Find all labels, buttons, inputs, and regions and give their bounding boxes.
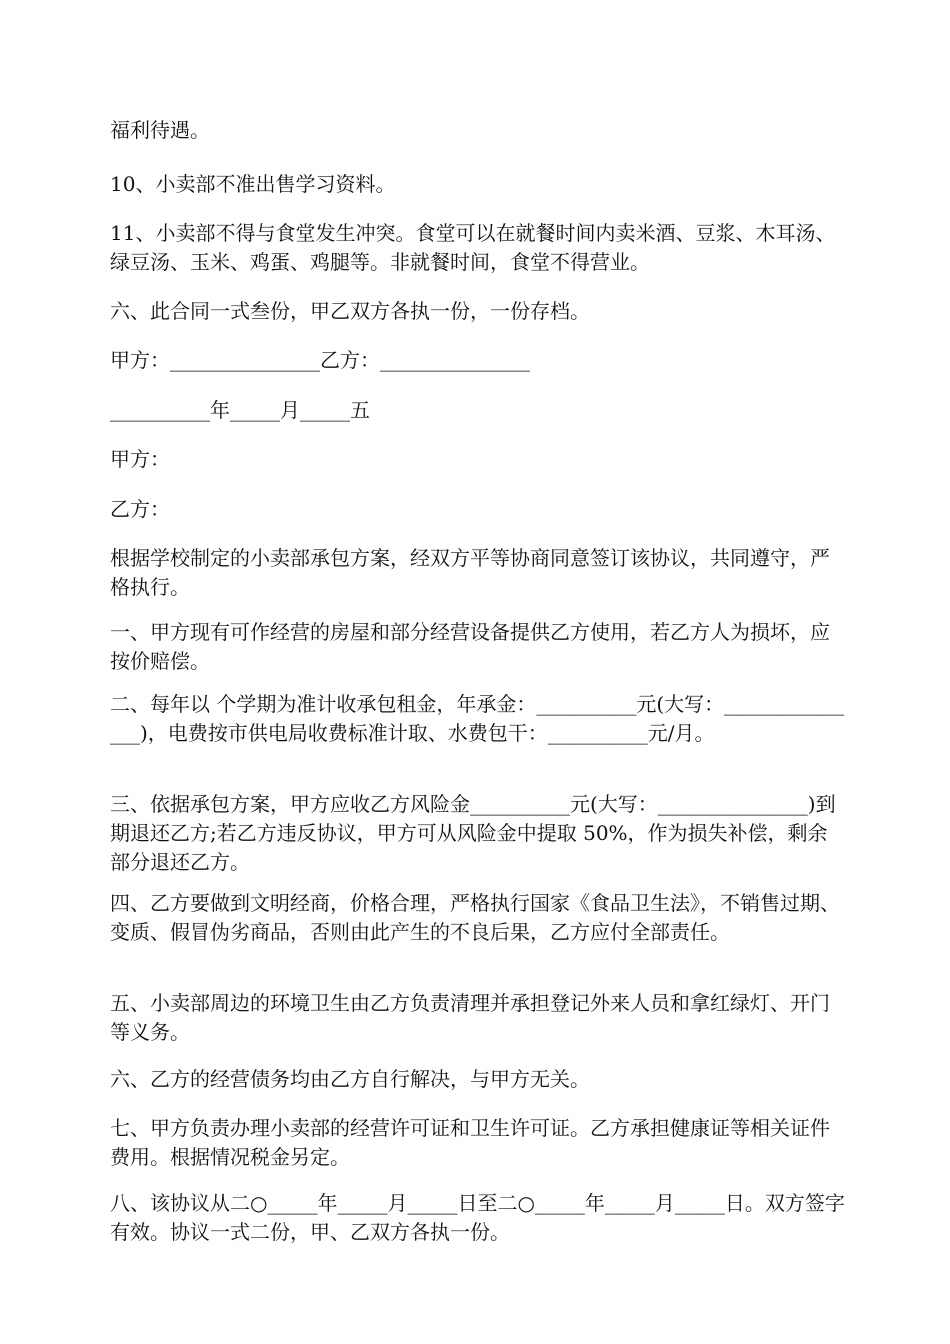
paragraph-clause-8: 八、该协议从二○_____年_____月_____日至二○_____年_____月_____日。双方签字有效。协议一式二份，甲、乙双方各执一份。 [110, 1191, 845, 1244]
paragraph-clause-4: 四、乙方要做到文明经商，价格合理，严格执行国家《食品卫生法》，不销售过期、变质、假冒伪劣商品，否则由此产生的不良后果，乙方应付全部责任。 [110, 891, 840, 944]
paragraph-clause-6: 六、乙方的经营债务均由乙方自行解决，与甲方无关。 [110, 1067, 590, 1091]
paragraph-party-a: 甲方： [110, 447, 170, 471]
paragraph-rule-11: 11、小卖部不得与食堂发生冲突。食堂可以在就餐时间内卖米酒、豆浆、木耳汤、绿豆汤、玉米、鸡蛋、鸡腿等。非就餐时间，食堂不得营业。 [110, 221, 836, 274]
paragraph-date-line: __________年_____月_____五 [110, 398, 370, 422]
paragraph-rule-10: 10、小卖部不准出售学习资料。 [110, 172, 396, 196]
paragraph-welfare: 福利待遇。 [110, 118, 210, 142]
paragraph-clause-5: 五、小卖部周边的环境卫生由乙方负责清理并承担登记外来人员和拿红绿灯、开门等义务。 [110, 991, 830, 1044]
paragraph-contract-copies: 六、此合同一式叁份，甲乙双方各执一份，一份存档。 [110, 299, 590, 323]
paragraph-preamble: 根据学校制定的小卖部承包方案，经双方平等协商同意签订该协议，共同遵守，严格执行。 [110, 546, 830, 599]
paragraph-clause-1: 一、甲方现有可作经营的房屋和部分经营设备提供乙方使用，若乙方人为损坏，应按价赔偿。 [110, 620, 830, 673]
paragraph-party-b: 乙方： [110, 497, 170, 521]
paragraph-signature-line: 甲方：_______________乙方：_______________ [110, 348, 530, 372]
paragraph-clause-3: 三、依据承包方案，甲方应收乙方风险金__________元(大写：_______________)到期退还乙方;若乙方违反协议，甲方可从风险金中提取 50%，作为损失补偿，剩余部分退还乙方。 [110, 792, 836, 874]
paragraph-clause-2: 二、每年以 个学期为准计收承包租金，年承金：__________元(大写：_______________)，电费按市供电局收费标准计取、水费包干：__________元/月。 [110, 692, 845, 745]
paragraph-clause-7: 七、甲方负责办理小卖部的经营许可证和卫生许可证。乙方承担健康证等相关证件费用。根据情况税金另定。 [110, 1116, 830, 1169]
